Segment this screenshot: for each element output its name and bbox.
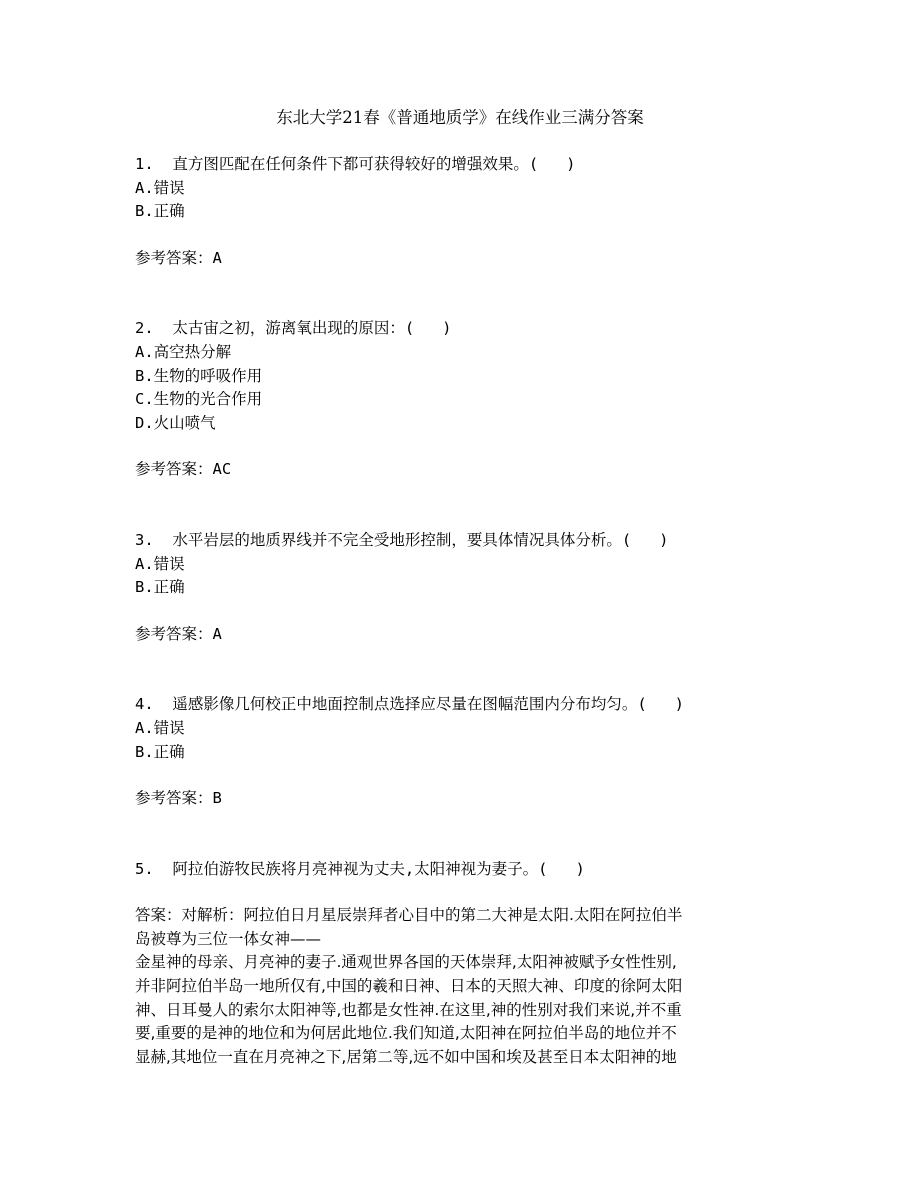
question-list	[135, 153, 795, 1069]
question-stem: 1. 直方图匹配在任何条件下都可获得较好的增强效果。( )	[135, 155, 576, 173]
reference-answer: 参考答案：AC	[135, 460, 232, 479]
option-b: B.正确	[135, 578, 185, 597]
reference-answer: 参考答案：A	[135, 248, 222, 267]
option-b: B.正确	[135, 742, 185, 761]
option-a: A.高空热分解	[135, 342, 232, 361]
option-b: B.正确	[135, 202, 185, 221]
reference-answer: 参考答案：B	[135, 789, 222, 808]
answer-explanation-line: 显赫,其地位一直在月亮神之下,居第二等,远不如中国和埃及甚至日本太阳神的地	[135, 1047, 677, 1066]
answer-explanation-line: 金星神的母亲、月亮神的妻子.通观世界各国的天体崇拜,太阳神被赋予女性性别,	[135, 953, 677, 972]
option-b: B.生物的呼吸作用	[135, 366, 263, 385]
option-a: A.错误	[135, 178, 185, 197]
option-a: A.错误	[135, 554, 185, 573]
question-2	[135, 317, 795, 482]
reference-answer: 参考答案：A	[135, 624, 222, 643]
option-a: A.错误	[135, 718, 185, 737]
question-3	[135, 529, 795, 646]
question-stem: 4. 遥感影像几何校正中地面控制点选择应尽量在图幅范围内分布均匀。( )	[135, 695, 684, 714]
option-c: C.生物的光合作用	[135, 390, 263, 409]
question-4	[135, 693, 795, 810]
question-1	[135, 153, 795, 270]
question-stem: 5. 阿拉伯游牧民族将月亮神视为丈夫,太阳神视为妻子。( )	[135, 859, 585, 878]
answer-explanation-line: 岛被尊为三位一体女神——	[135, 929, 322, 948]
answer-explanation-line: 答案：对解析：阿拉伯日月星辰崇拜者心目中的第二大神是太阳.太阳在阿拉伯半	[135, 906, 683, 925]
answer-explanation-line: 并非阿拉伯半岛一地所仅有,中国的羲和日神、日本的天照大神、印度的徐阿太阳	[135, 977, 683, 996]
answer-explanation-line: 要,重要的是神的地位和为何居此地位.我们知道,太阳神在阿拉伯半岛的地位并不	[135, 1024, 677, 1043]
option-d: D.火山喷气	[135, 413, 216, 432]
document-title: 东北大学21春《普通地质学》在线作业三满分答案	[276, 108, 644, 127]
question-stem: 2. 太古宙之初，游离氧出现的原因：( )	[135, 319, 452, 338]
answer-explanation-line: 神、日耳曼人的索尔太阳神等,也都是女性神.在这里,神的性别对我们来说,并不重	[135, 1000, 682, 1019]
question-stem: 3. 水平岩层的地质界线并不完全受地形控制，要具体情况具体分析。( )	[135, 530, 669, 549]
question-5	[135, 858, 795, 1070]
